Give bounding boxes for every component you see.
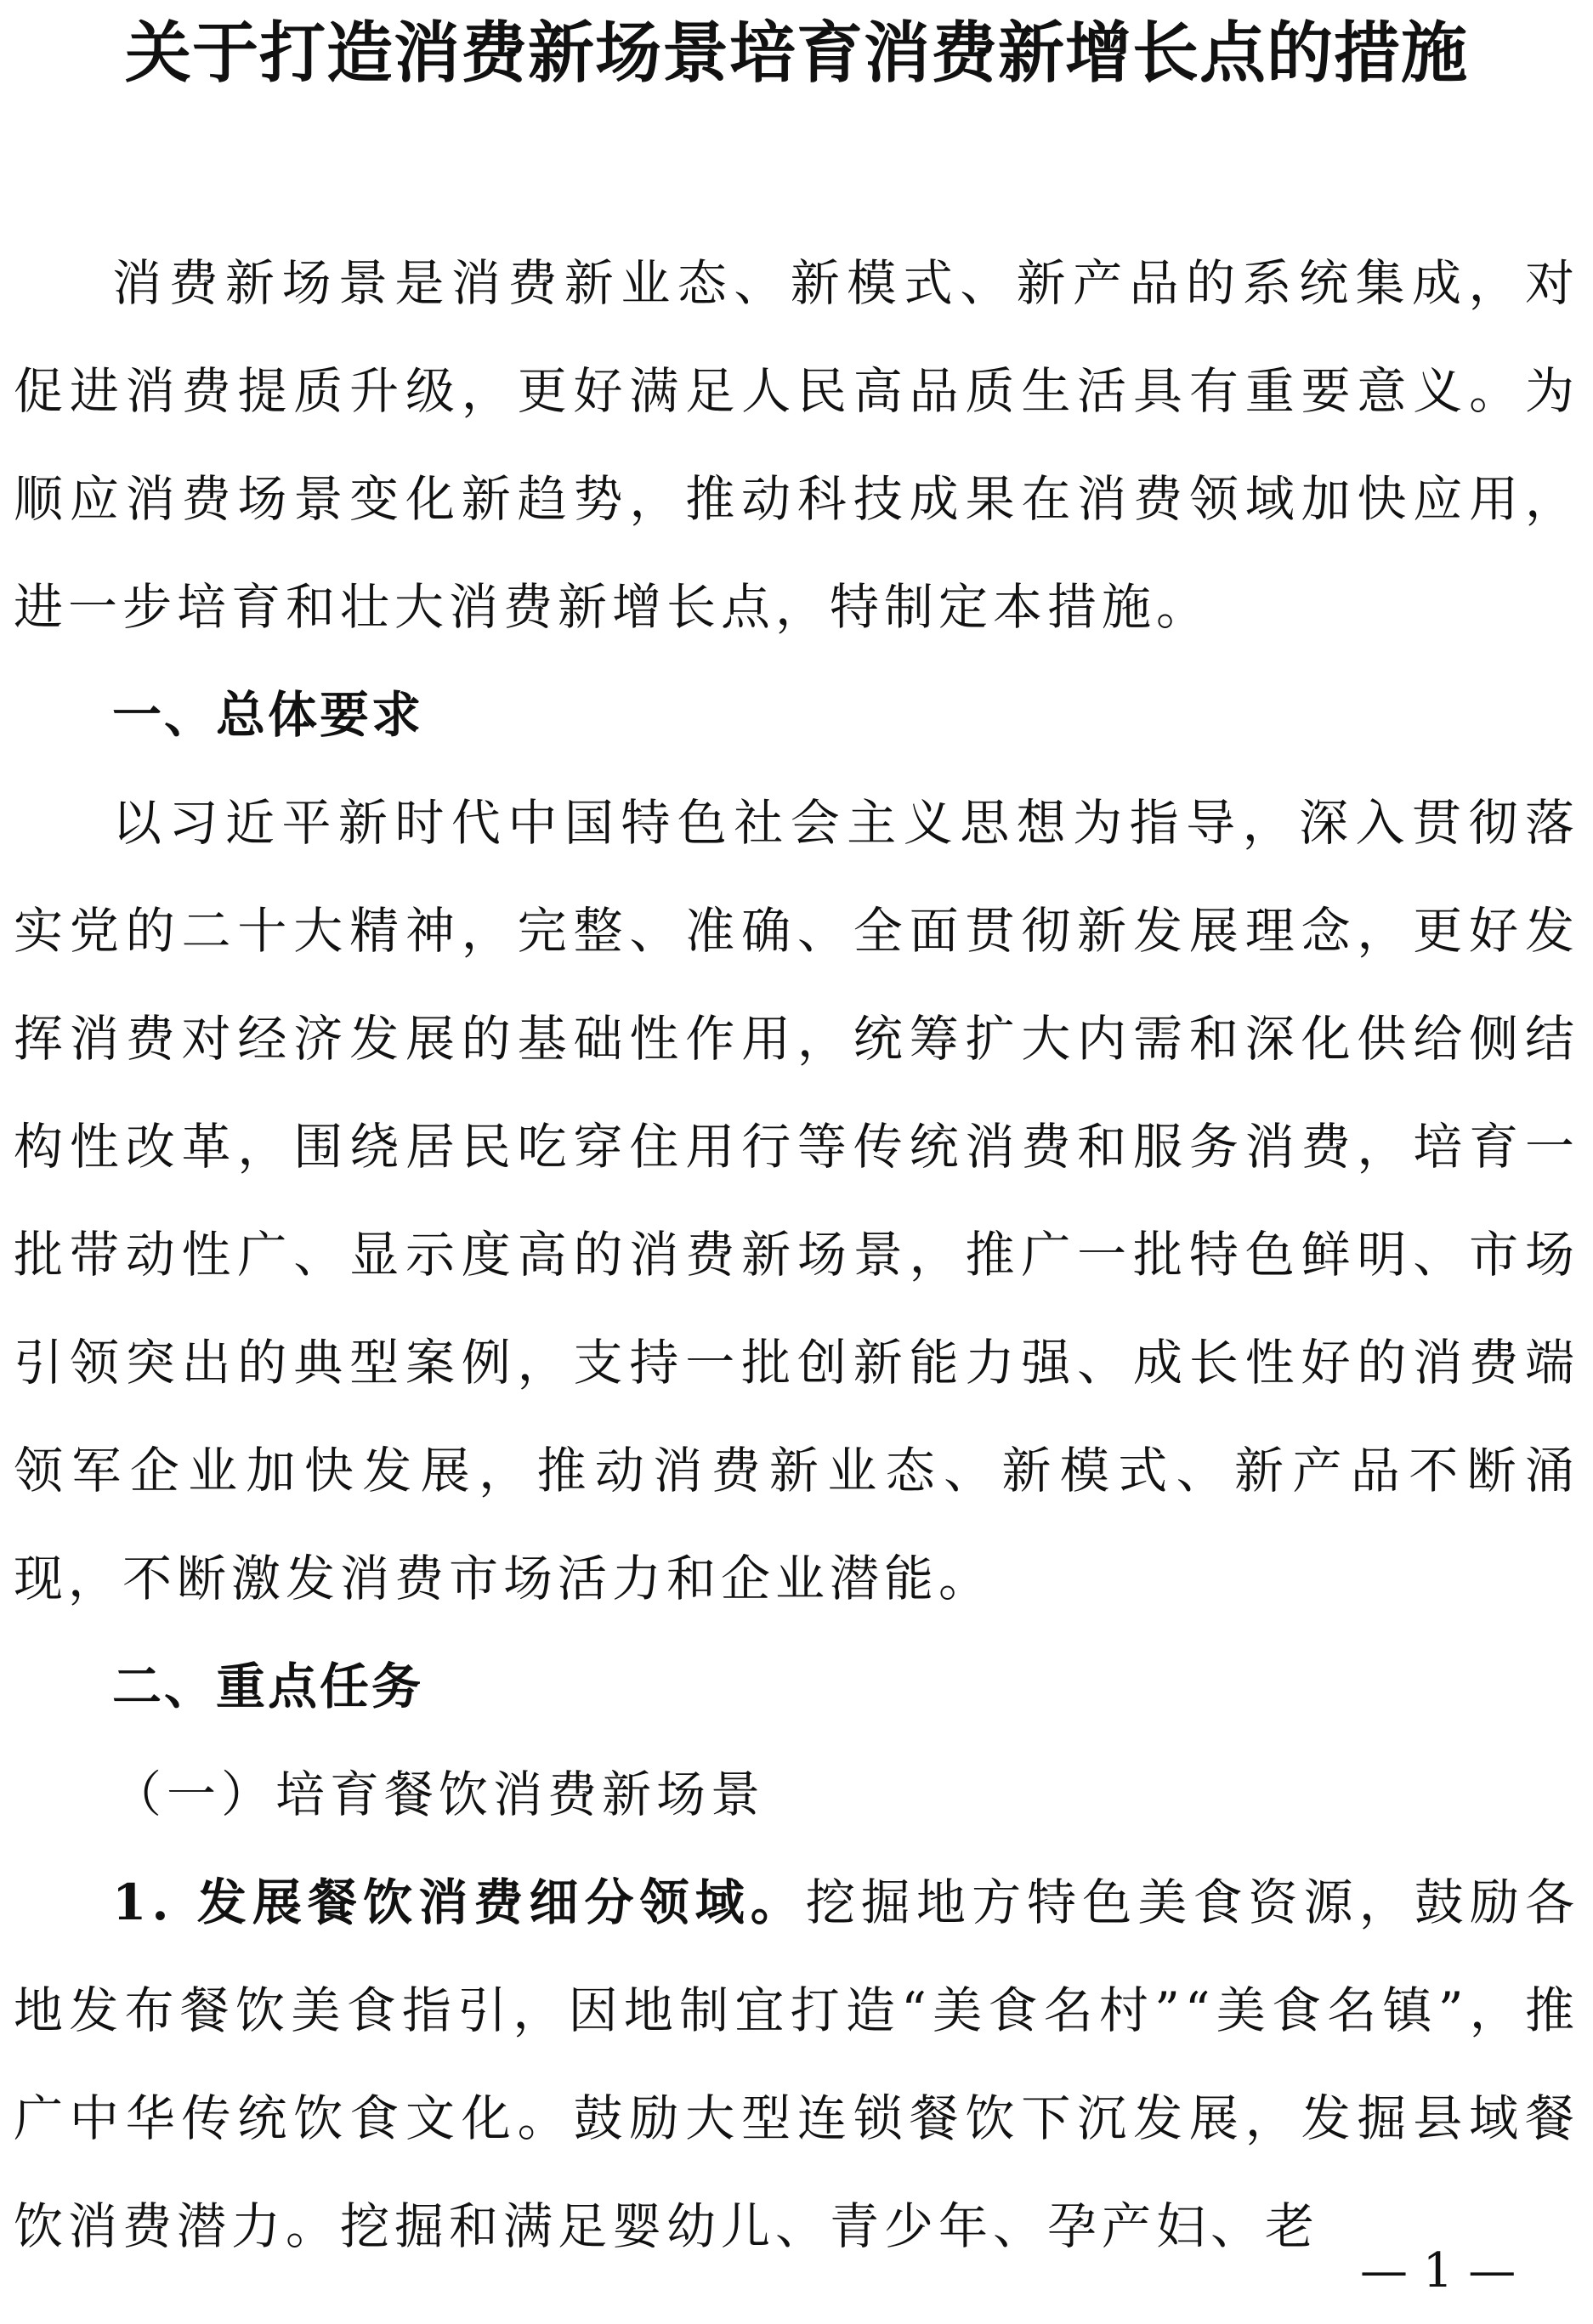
item-1-lead: 1. 发展餐饮消费细分领域。 <box>112 1873 806 1931</box>
section-heading-key-tasks: 二、重点任务 <box>112 1658 424 1715</box>
overall-requirements-paragraph: 以习近平新时代中国特色社会主义思想为指导，深入贯彻落实党的二十大精神，完整、准确、全面贯彻新发展理念，更好发挥消费对经济发展的基础性作用，统筹扩大内需和深化供给侧结构性改革，围绕居民吃穿住用行等传统消费和服务消费，培育一批带动性广、显示度高的消费新场景，推广一批特色鲜明、市场引领突出的典型案例，支持一批创新能力强、成长性好的消费端领军企业加快发展，推动消费新业态、新模式、新产品不断涌现，不断激发消费市场活力和企业潜能。 <box>14 794 1579 1607</box>
intro-paragraph: 消费新场景是消费新业态、新模式、新产品的系统集成，对促进消费提质升级，更好满足人民高品质生活具有重要意义。为顺应消费场景变化新趋势，推动科技成果在消费领域加快应用，进一步培育和壮大消费新增长点，特制定本措施。 <box>14 254 1579 636</box>
page-number: — 1 — <box>1360 2243 1516 2298</box>
document-title: 关于打造消费新场景培育消费新增长点的措施 <box>124 15 1468 92</box>
item-1-paragraph <box>14 1849 1579 2281</box>
item-1-text: 挖掘地方特色美食资源，鼓励各地发布餐饮美食指引，因地制宜打造“美食名村”“美食名镇”，推广中华传统饮食文化。鼓励大型连锁餐饮下沉发展，发掘县域餐饮消费潜力。挖掘和满足婴幼儿、青少年、孕产妇、老 <box>14 1873 1579 2255</box>
subsection-heading-dining: （一）培育餐饮消费新场景 <box>112 1766 766 1823</box>
section-heading-overall-requirements: 一、总体要求 <box>112 686 424 744</box>
document-body <box>14 230 1579 2281</box>
